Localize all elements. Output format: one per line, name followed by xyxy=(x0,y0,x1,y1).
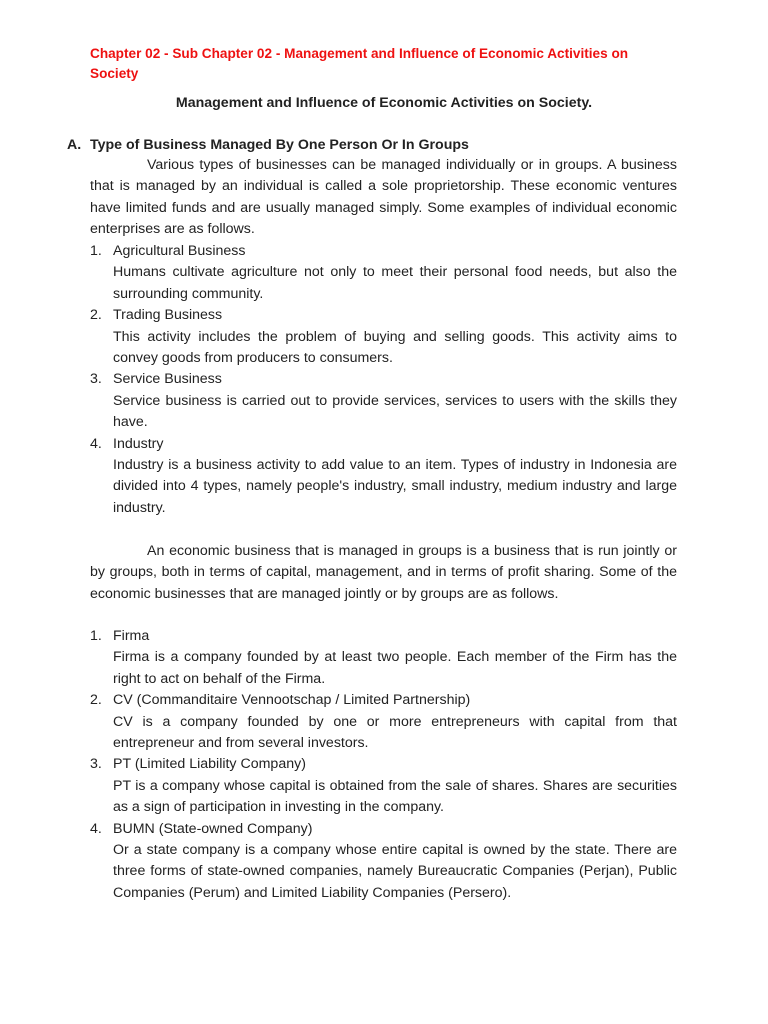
list-item xyxy=(90,626,677,690)
section-letter: A. xyxy=(67,137,82,153)
list-item-number: 2. xyxy=(90,307,102,324)
section-heading xyxy=(67,135,687,155)
document-title: Management and Influence of Economic Activities on Society. xyxy=(175,95,593,111)
list-item-title: Service Business xyxy=(113,371,222,388)
list-item xyxy=(90,241,677,305)
list-item-description: Humans cultivate agriculture not only to meet their personal food needs, but also the surrounding community. xyxy=(113,264,677,302)
list-item-title: BUMN (State-owned Company) xyxy=(113,820,313,837)
list-item-number: 2. xyxy=(90,692,102,709)
individual-business-list xyxy=(90,241,677,519)
list-item-number: 1. xyxy=(90,243,102,259)
list-item xyxy=(90,754,677,818)
list-item-title: PT (Limited Liability Company) xyxy=(113,756,306,773)
list-item xyxy=(90,690,677,754)
chapter-heading: Chapter 02 - Sub Chapter 02 - Management and Influence of Economic Activities on Society xyxy=(90,46,629,81)
list-item-title: Industry xyxy=(113,435,164,452)
list-item-number: 3. xyxy=(90,756,102,773)
list-item-number: 3. xyxy=(90,371,102,388)
list-item-description: Firma is a company founded by at least two people. Each member of the Firm has the right to act on behalf of the Firma. xyxy=(113,649,677,687)
list-item-title: CV (Commanditaire Vennootschap / Limited Partnership) xyxy=(113,692,471,709)
list-item-description: Industry is a business activity to add value to an item. Types of industry in Indonesia are divided into 4 types, namely people's industry, small industry, medium industry and large industry. xyxy=(113,457,677,516)
list-item xyxy=(90,819,677,905)
list-item-title: Trading Business xyxy=(113,307,223,324)
list-item xyxy=(90,305,677,369)
list-item-number: 4. xyxy=(90,820,102,837)
list-item-number: 1. xyxy=(90,628,102,644)
intro-individual-paragraph: Various types of businesses can be managed individually or in groups. A business that is managed by an individual is called a sole proprietorship. These economic ventures have limited funds and are usually managed simply. Some examples of individual economic enterprises are as follows. xyxy=(90,157,677,238)
group-business-list xyxy=(90,626,677,904)
list-item-description: Service business is carried out to provide services, services to users with the skills they have. xyxy=(113,392,677,431)
section-heading-text: Type of Business Managed By One Person Or In Groups xyxy=(90,137,469,153)
list-item xyxy=(90,369,677,433)
list-item-description: Or a state company is a company whose entire capital is owned by the state. There are three forms of state-owned companies, namely Bureaucratic Companies (Perjan), Public Companies (Perum) and Limited Liability Companies (Persero). xyxy=(113,842,677,901)
list-item-description: CV is a company founded by one or more entrepreneurs with capital from that entrepreneur and from several investors. xyxy=(113,713,677,752)
list-item-title: Firma xyxy=(113,628,150,644)
list-item-description: This activity includes the problem of buying and selling goods. This activity aims to convey goods from producers to consumers. xyxy=(113,328,677,367)
list-item-description: PT is a company whose capital is obtained from the sale of shares. Shares are securities as a sign of participation in investing in the company. xyxy=(113,777,677,816)
list-item-number: 4. xyxy=(90,435,102,452)
intro-group-paragraph: An economic business that is managed in groups is a business that is run jointly or by groups, both in terms of capital, management, and in terms of profit sharing. Some of the economic businesses that are managed jointly or by groups are as follows. xyxy=(90,543,677,602)
list-item-title: Agricultural Business xyxy=(113,243,246,259)
list-item xyxy=(90,434,677,520)
